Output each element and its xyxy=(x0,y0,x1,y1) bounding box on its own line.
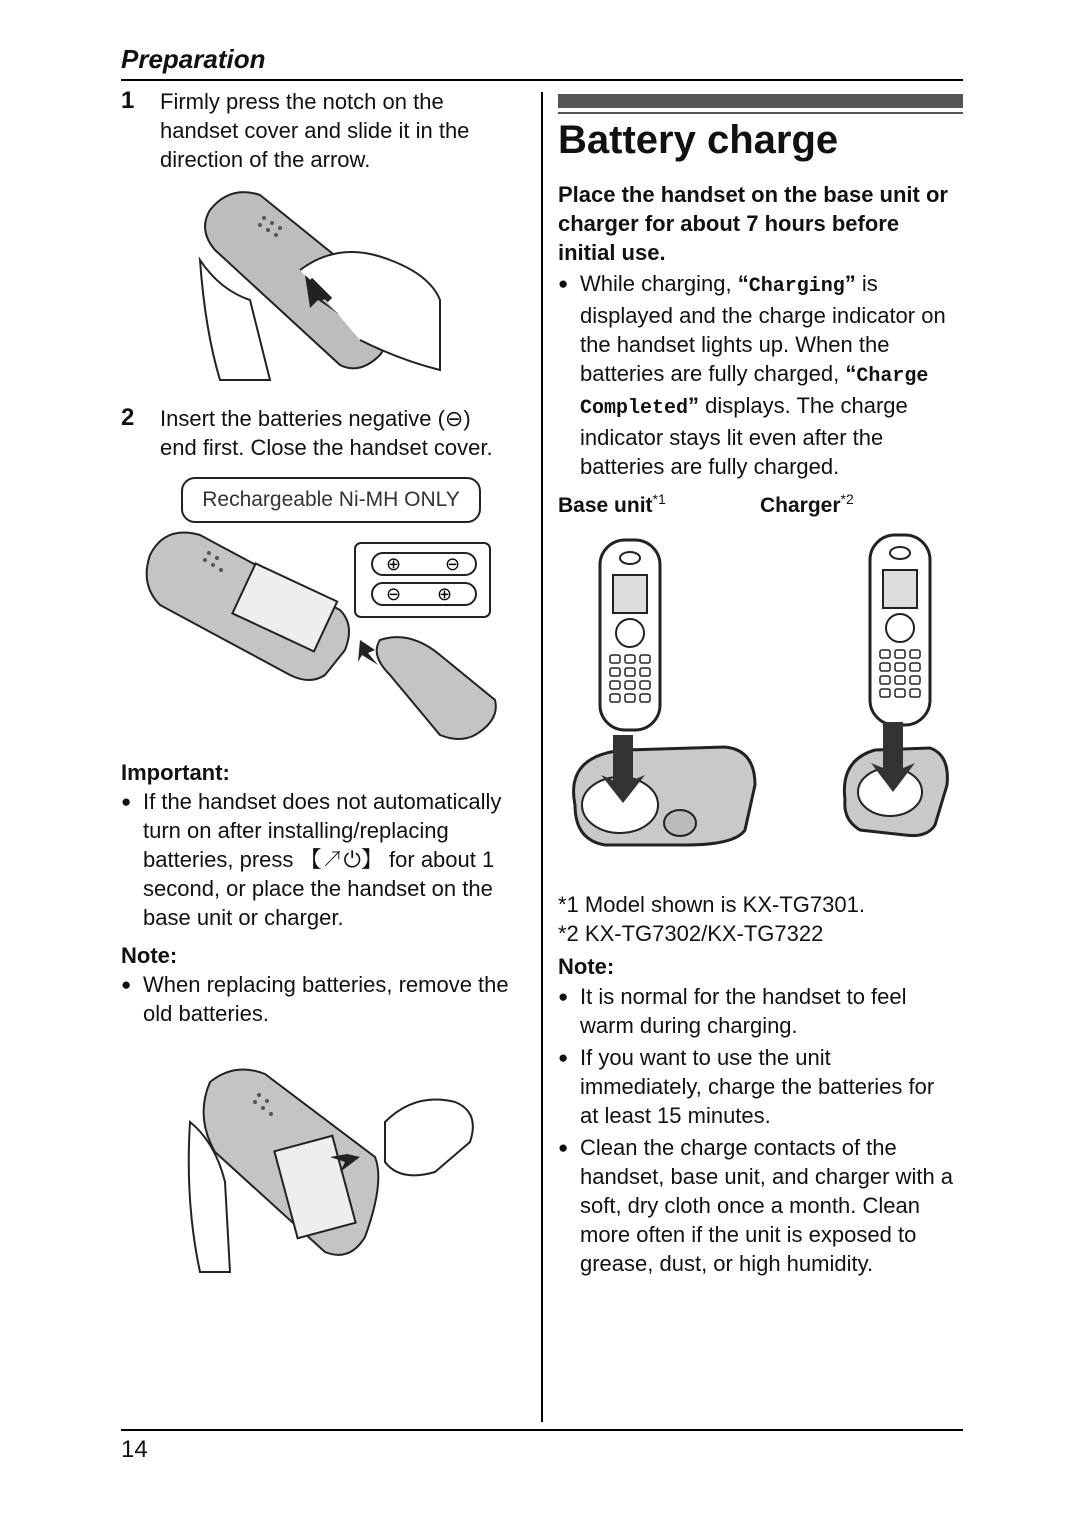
intro-line: initial use. xyxy=(558,240,666,265)
base-unit-label xyxy=(558,485,666,520)
right-note-bullet-row xyxy=(558,1043,968,1130)
right-note-line: Clean the charge contacts of the xyxy=(580,1135,897,1160)
step-1-line: handset cover and slide it in the xyxy=(160,118,470,143)
section-title: Battery charge xyxy=(558,118,839,162)
base-unit-text: Base unit xyxy=(558,494,653,517)
important-line: batteries, press 【↗⏻】 for about 1 xyxy=(143,847,495,872)
right-note-line: at least 15 minutes. xyxy=(580,1103,771,1128)
close-quote: ” xyxy=(844,271,856,296)
text-span: displays. The charge xyxy=(699,393,908,418)
right-note-line: soft, dry cloth once a month. Clean xyxy=(580,1193,920,1218)
right-note-line: more often if the unit is exposed to xyxy=(580,1222,917,1247)
bullet-icon: ● xyxy=(558,987,569,1006)
text-span: While charging, xyxy=(580,271,738,296)
battery-type-label: Rechargeable Ni-MH ONLY xyxy=(181,477,481,523)
section-bar xyxy=(558,94,963,108)
step-2-line: Insert the batteries negative (⊖) xyxy=(160,406,471,431)
step-2-line: end first. Close the handset cover. xyxy=(160,435,493,460)
step-2-number: 2 xyxy=(121,404,135,431)
important-line: turn on after installing/replacing xyxy=(143,818,449,843)
display-message: Charging xyxy=(748,275,845,298)
footnotes xyxy=(558,890,865,948)
right-note-line: handset, base unit, and charger with a xyxy=(580,1164,954,1189)
right-note-line: grease, dust, or high humidity. xyxy=(580,1251,874,1276)
header-rule xyxy=(121,79,963,81)
important-line: base unit or charger. xyxy=(143,905,344,930)
charging-line: indicator stays lit even after the xyxy=(580,425,884,450)
right-note-line: warm during charging. xyxy=(580,1013,798,1038)
text-span: is xyxy=(855,271,878,296)
charger-footnote-ref: *2 xyxy=(840,491,854,507)
bullet-icon: ● xyxy=(558,274,569,293)
open-quote: “ xyxy=(737,271,749,296)
charging-line xyxy=(580,391,946,423)
important-bullet-row xyxy=(121,787,531,932)
charge-intro xyxy=(558,180,968,267)
right-note-list xyxy=(558,982,968,1278)
right-note-bullet-row xyxy=(558,982,968,1040)
right-note-line: immediately, charge the batteries for xyxy=(580,1074,935,1099)
charging-bullet xyxy=(558,269,968,481)
bullet-icon: ● xyxy=(558,1138,569,1157)
important-heading: Important: xyxy=(121,760,230,785)
base-unit-illustration xyxy=(565,535,765,855)
text-span: batteries are fully charged, xyxy=(580,361,846,386)
left-note-line: When replacing batteries, remove the xyxy=(143,972,509,997)
charging-line: the handset lights up. When the xyxy=(580,332,890,357)
footnote: *1 Model shown is KX-TG7301. xyxy=(558,892,865,917)
left-note-bullet xyxy=(121,970,531,1028)
step-2-text xyxy=(160,404,493,462)
slide-cover-illustration xyxy=(190,180,460,395)
section-rule xyxy=(558,112,963,114)
insert-batteries-illustration xyxy=(140,525,500,745)
display-message: Charge xyxy=(856,365,929,388)
svg-text:⊖: ⊖ xyxy=(386,584,402,604)
footer-rule xyxy=(121,1429,963,1431)
important-bullet xyxy=(121,787,531,932)
intro-line: charger for about 7 hours before xyxy=(558,211,900,236)
charging-line: displayed and the charge indicator on xyxy=(580,303,946,328)
close-quote: ” xyxy=(688,393,700,418)
section-header: Preparation xyxy=(121,44,266,74)
important-line: If the handset does not automatically xyxy=(143,789,502,814)
open-quote: “ xyxy=(845,361,857,386)
remove-batteries-illustration xyxy=(185,1062,485,1277)
intro-line: Place the handset on the base unit or xyxy=(558,182,948,207)
bullet-icon: ● xyxy=(558,1048,569,1067)
page-number: 14 xyxy=(121,1436,148,1463)
step-1-number: 1 xyxy=(121,87,135,114)
footnote: *2 KX-TG7302/KX-TG7322 xyxy=(558,921,824,946)
charger-text: Charger xyxy=(760,494,841,517)
charger-label xyxy=(760,485,854,520)
important-line: second, or place the handset on the xyxy=(143,876,493,901)
right-note-bullet-row xyxy=(558,1133,968,1278)
right-note-line: It is normal for the handset to feel xyxy=(580,984,907,1009)
step-1-line: Firmly press the notch on the xyxy=(160,89,444,114)
charging-bullet-row xyxy=(558,269,968,481)
svg-text:⊖: ⊖ xyxy=(445,554,461,574)
bullet-icon: ● xyxy=(121,792,132,811)
charging-line: batteries are fully charged. xyxy=(580,454,840,479)
right-note-heading: Note: xyxy=(558,954,615,979)
charging-line xyxy=(580,359,946,391)
step-1-line: direction of the arrow. xyxy=(160,147,371,172)
left-note-line: old batteries. xyxy=(143,1001,269,1026)
charger-illustration xyxy=(835,530,955,845)
charging-line xyxy=(580,269,946,301)
left-note-bullet-row xyxy=(121,970,531,1028)
column-divider xyxy=(541,92,543,1422)
left-note-heading: Note: xyxy=(121,943,178,968)
right-note-line: If you want to use the unit xyxy=(580,1045,831,1070)
display-message: Completed xyxy=(580,397,689,420)
base-unit-footnote-ref: *1 xyxy=(652,491,666,507)
step-1-text xyxy=(160,87,469,174)
bullet-icon: ● xyxy=(121,975,132,994)
svg-text:⊕: ⊕ xyxy=(386,554,402,574)
svg-text:⊕: ⊕ xyxy=(437,584,453,604)
